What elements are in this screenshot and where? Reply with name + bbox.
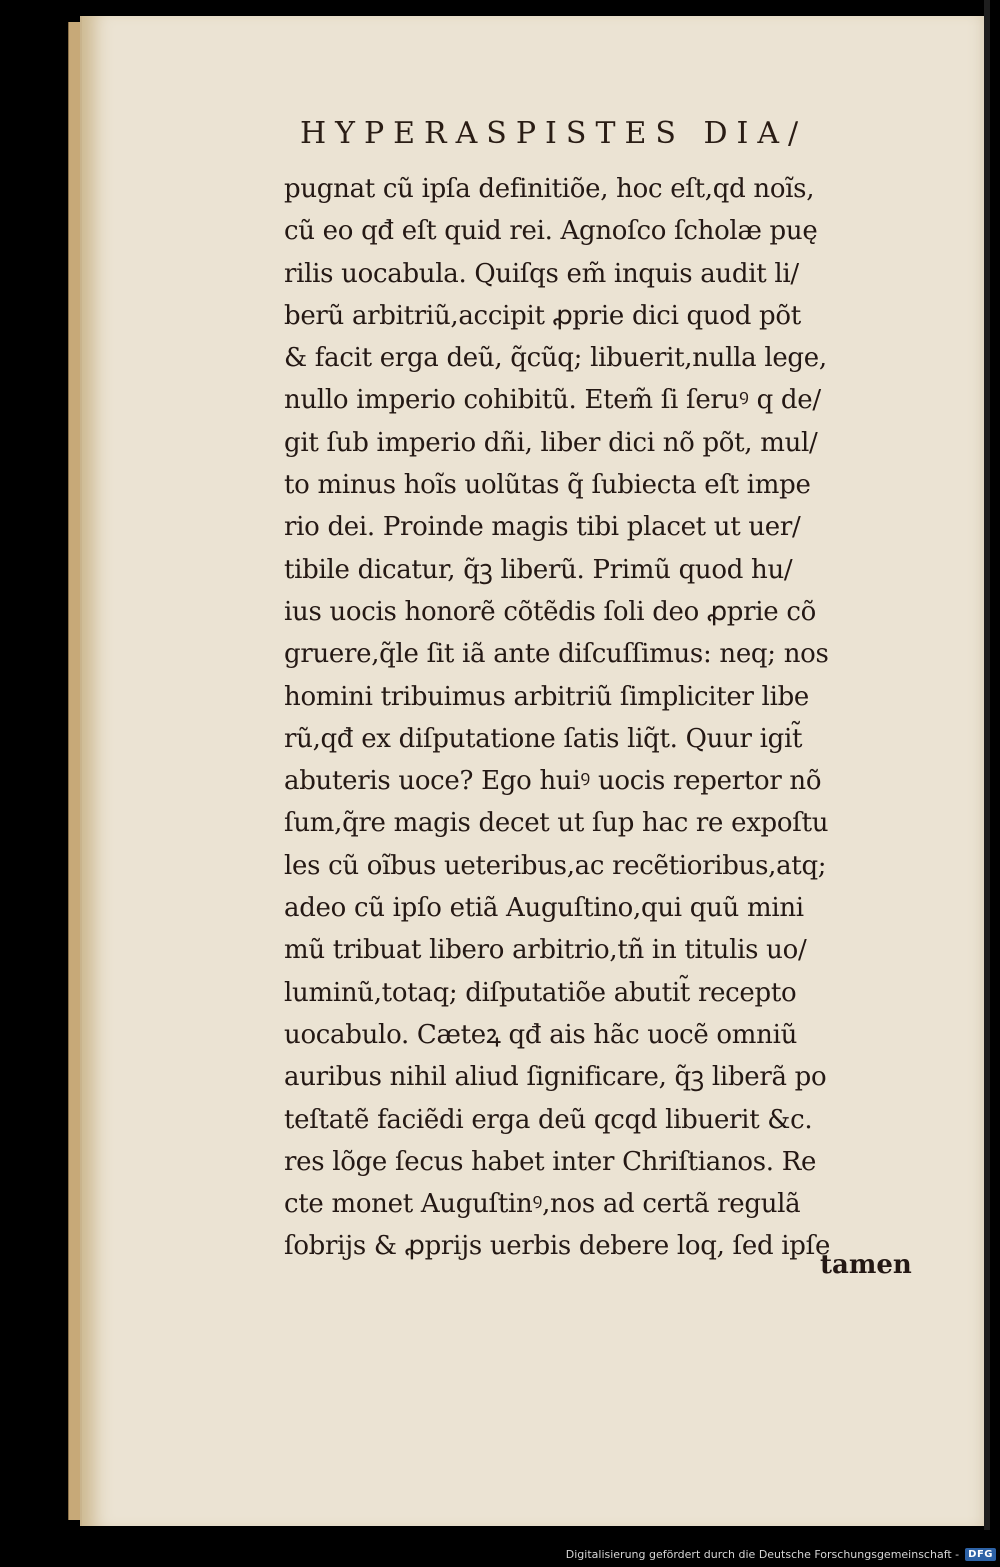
text-line: berũ arbitriũ,accipit ꝓprie dici quod põt — [284, 300, 801, 331]
text-line: tibile dicatur, q̃ꝫ liberũ. Primũ quod hu/ — [284, 554, 793, 585]
text-line: gruere,q̃le ſit iã ante diſcuſſimus: neq; nos — [284, 639, 829, 670]
binding-shadow — [984, 0, 990, 1530]
text-line: git ſub imperio dñi, liber dici nõ põt, mul/ — [284, 427, 818, 458]
text-line: cte monet Auguſtinꝰ,nos ad certã regulã — [284, 1189, 801, 1220]
text-line: mũ tribuat libero arbitrio,tñ in titulis uo/ — [284, 935, 807, 966]
text-line: homini tribuimus arbitriũ ſimpliciter libe — [284, 681, 810, 712]
catchword: tamen — [820, 1250, 912, 1280]
running-head: HYPERASPISTES DIA/ — [300, 116, 808, 151]
text-line: to minus hoĩs uolũtas q̃ ſubiecta eſt impe — [284, 470, 811, 501]
text-line: nullo imperio cohibitũ. Etem̃ ſi ſeruꝰ q de/ — [284, 385, 821, 416]
footer-credit-text: Digitalisierung gefördert durch die Deutsche Forschungsgemeinschaft - — [565, 1547, 960, 1561]
text-line: res lõge ſecus habet inter Chriſtianos. Re — [284, 1146, 817, 1177]
text-line: abuteris uoce? Ego huiꝰ uocis repertor nõ — [284, 766, 822, 797]
text-line: ius uocis honorẽ cõtẽdis ſoli deo ꝓprie cõ — [284, 596, 816, 627]
footer-credit — [566, 1541, 1000, 1567]
text-block — [284, 168, 944, 1268]
text-line: les cũ oĩbus ueteribus,ac recẽtioribus,atq; — [284, 850, 827, 881]
text-line: adeo cũ ipſo etiã Auguſtino,qui quũ mini — [284, 893, 804, 924]
text-line: auribus nihil aliud ſignificare, q̃ꝫ liberã po — [284, 1062, 827, 1093]
text-line: pugnat cũ ipſa definitiõe, hoc eſt,qd noĩs, — [284, 174, 815, 204]
dfg-logo-icon[interactable]: DFG — [965, 1548, 996, 1561]
text-line: uocabulo. Cæteꝝ qđ ais hãc uocẽ omniũ — [284, 1019, 798, 1050]
text-line: ſobrijs & ꝓprijs uerbis debere loq, ſed ipſe — [284, 1231, 831, 1262]
text-line: ſum,q̃re magis decet ut ſup hac re expoſtu — [284, 808, 829, 839]
text-line: rilis uocabula. Quiſqs em̃ inquis audit li/ — [284, 258, 799, 289]
text-line: rũ,qđ ex diſputatione ſatis liq̃t. Quur igit̃ — [284, 723, 803, 754]
text-line: luminũ,totaq; diſputatiõe abutit̃ recepto — [284, 977, 797, 1008]
text-line: teſtatẽ faciẽdi erga deũ qcqd libuerit &c. — [284, 1104, 813, 1135]
text-line: rio dei. Proinde magis tibi placet ut uer/ — [284, 512, 801, 543]
text-line: cũ eo qđ eſt quid rei. Agnoſco ſcholæ puę — [284, 216, 818, 247]
text-line: & facit erga deũ, q̃cũq; libuerit,nulla lege, — [284, 343, 827, 374]
